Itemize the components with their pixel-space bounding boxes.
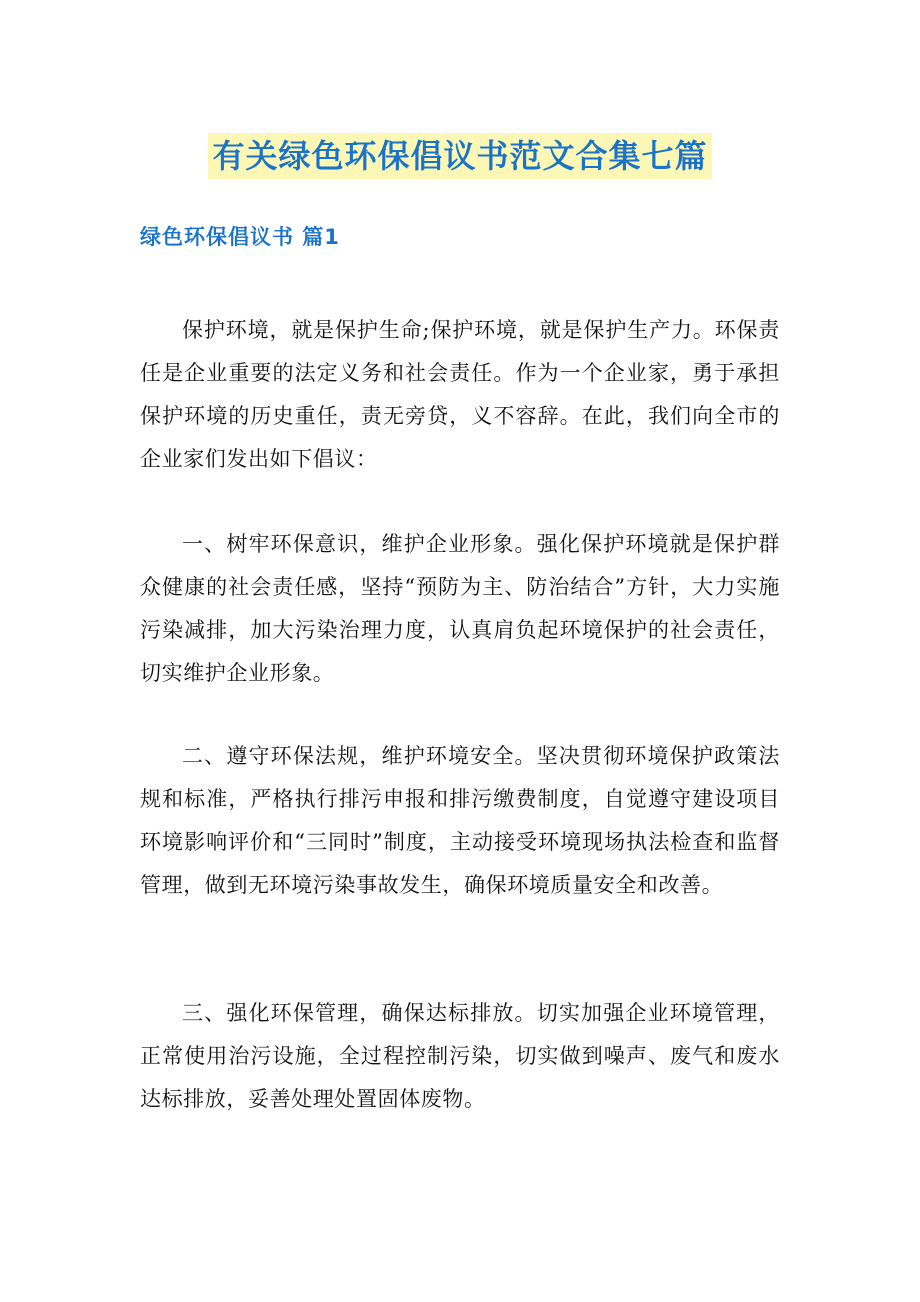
paragraph-intro: 保护环境，就是保护生命;保护环境，就是保护生产力。环保责任是企业重要的法定义务和社会责任。作为一个企业家，勇于承担保护环境的历史重任，责无旁贷，义不容辞。在此，我们向全市的企业家们发出如下倡议： <box>140 318 780 471</box>
paragraph-point-2: 二、遵守环保法规，维护环境安全。坚决贯彻环境保护政策法规和标准，严格执行排污申报和排污缴费制度，自觉遵守建设项目环境影响评价和“三同时”制度，主动接受环境现场执法检查和监督管理，做到无环境污染事故发生，确保环境质量安全和改善。 <box>140 744 780 897</box>
document-body <box>140 0 780 1302</box>
paragraph-point-3: 三、强化环保管理，确保达标排放。切实加强企业环境管理，正常使用治污设施，全过程控制污染，切实做到噪声、废气和废水达标排放，妥善处理处置固体废物。 <box>140 1001 780 1111</box>
paragraph-point-1: 一、树牢环保意识，维护企业形象。强化保护环境就是保护群众健康的社会责任感，坚持“预防为主、防治结合”方针，大力实施污染减排，加大污染治理力度，认真肩负起环境保护的社会责任，切实维护企业形象。 <box>140 532 780 685</box>
page-title: 有关绿色环保倡议书范文合集七篇 <box>208 133 711 179</box>
section-heading: 绿色环保倡议书 篇1 <box>140 225 340 249</box>
